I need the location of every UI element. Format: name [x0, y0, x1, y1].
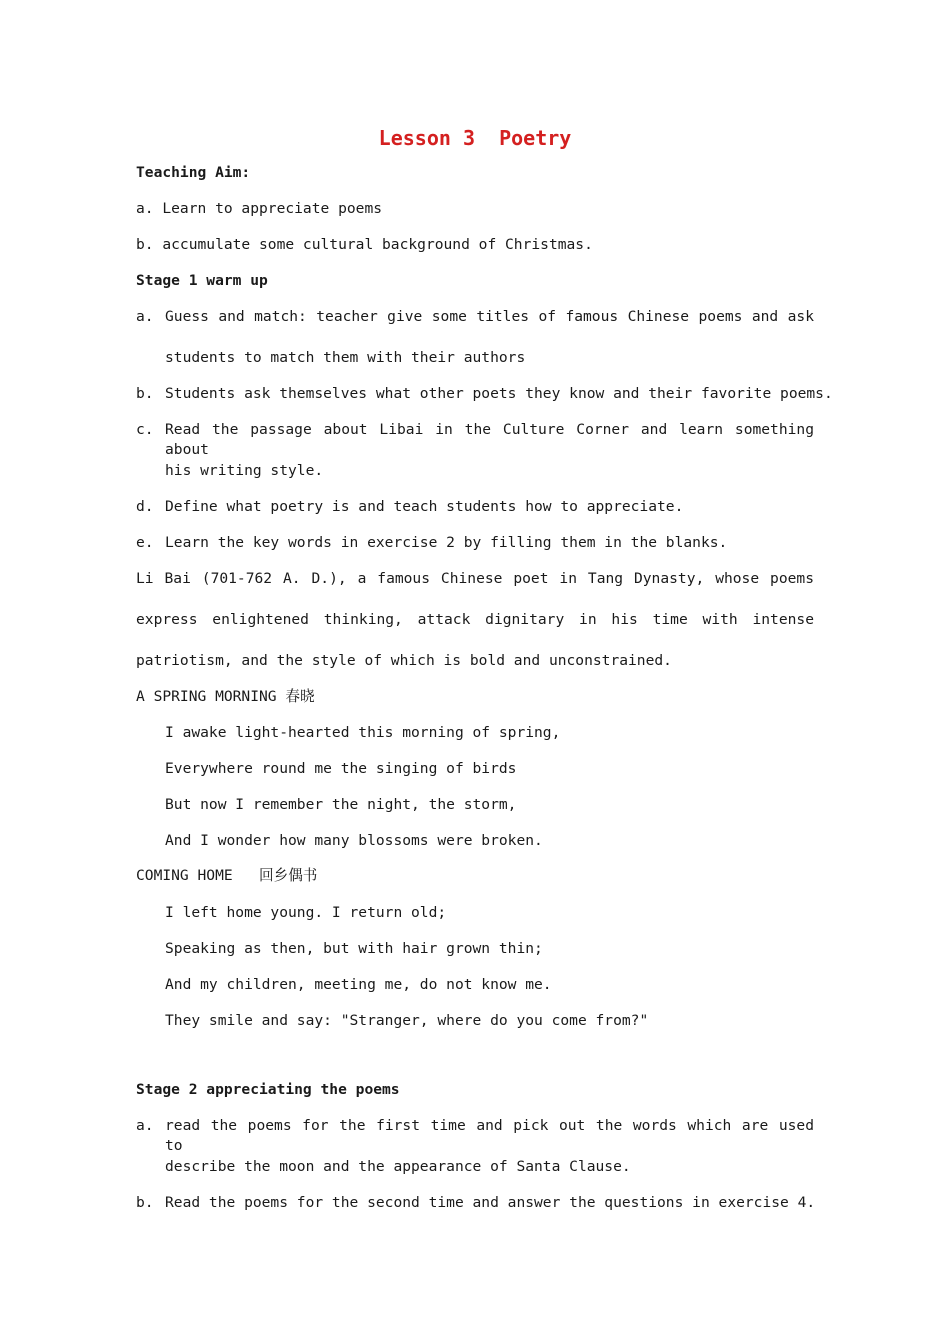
stage1-item-text: Guess and match: teacher give some titles of famous Chinese poems and ask	[165, 308, 814, 325]
stage1-item-text: his writing style.	[165, 462, 324, 479]
poem1-title: A SPRING MORNING 春晓	[136, 688, 315, 705]
stage1-item-label: d.	[136, 498, 154, 515]
stage1-item-label: c.	[136, 421, 154, 438]
stage2-item-text: Read the poems for the second time and answer the questions in exercise 4.	[165, 1194, 816, 1211]
stage2-item-label: a.	[136, 1117, 154, 1134]
stage2-heading: Stage 2 appreciating the poems	[136, 1081, 400, 1098]
libai-paragraph-line: express enlightened thinking, attack dignitary in his time with intense	[136, 611, 814, 628]
stage1-item-label: a.	[136, 308, 154, 325]
lesson-title: Lesson 3 Poetry	[378, 126, 572, 150]
libai-paragraph-line: Li Bai (701-762 A. D.), a famous Chinese poet in Tang Dynasty, whose poems	[136, 570, 814, 587]
poem2-title: COMING HOME 回乡偶书	[136, 867, 318, 884]
poem2-line: I left home young. I return old;	[165, 904, 447, 921]
stage2-item-label: b.	[136, 1194, 154, 1211]
stage1-item-label: b.	[136, 385, 154, 402]
stage1-item-text: Define what poetry is and teach students how to appreciate.	[165, 498, 684, 515]
teaching-aim-item: a. Learn to appreciate poems	[136, 200, 383, 217]
libai-paragraph-line: patriotism, and the style of which is bold and unconstrained.	[136, 652, 672, 669]
poem2-line: And my children, meeting me, do not know me.	[165, 976, 552, 993]
stage2-item-text: describe the moon and the appearance of Santa Clause.	[165, 1158, 631, 1175]
teaching-aim-item: b. accumulate some cultural background of Christmas.	[136, 236, 593, 253]
stage1-heading: Stage 1 warm up	[136, 272, 268, 289]
poem1-line: Everywhere round me the singing of birds	[165, 760, 517, 777]
poem2-line: They smile and say: "Stranger, where do you come from?"	[165, 1012, 649, 1029]
poem1-line: And I wonder how many blossoms were broken.	[165, 832, 543, 849]
poem2-line: Speaking as then, but with hair grown thin;	[165, 940, 543, 957]
stage1-item-text: Students ask themselves what other poets they know and their favorite poems.	[165, 385, 833, 402]
stage2-item-text: read the poems for the first time and pick out the words which are used to	[165, 1117, 814, 1154]
poem1-line: But now I remember the night, the storm,	[165, 796, 517, 813]
poem1-line: I awake light-hearted this morning of spring,	[165, 724, 561, 741]
stage1-item-text: Learn the key words in exercise 2 by filling them in the blanks.	[165, 534, 728, 551]
teaching-aim-heading: Teaching Aim:	[136, 164, 251, 181]
stage1-item-text: students to match them with their authors	[165, 349, 526, 366]
stage1-item-text: Read the passage about Libai in the Culture Corner and learn something about	[165, 421, 814, 458]
stage1-item-label: e.	[136, 534, 154, 551]
